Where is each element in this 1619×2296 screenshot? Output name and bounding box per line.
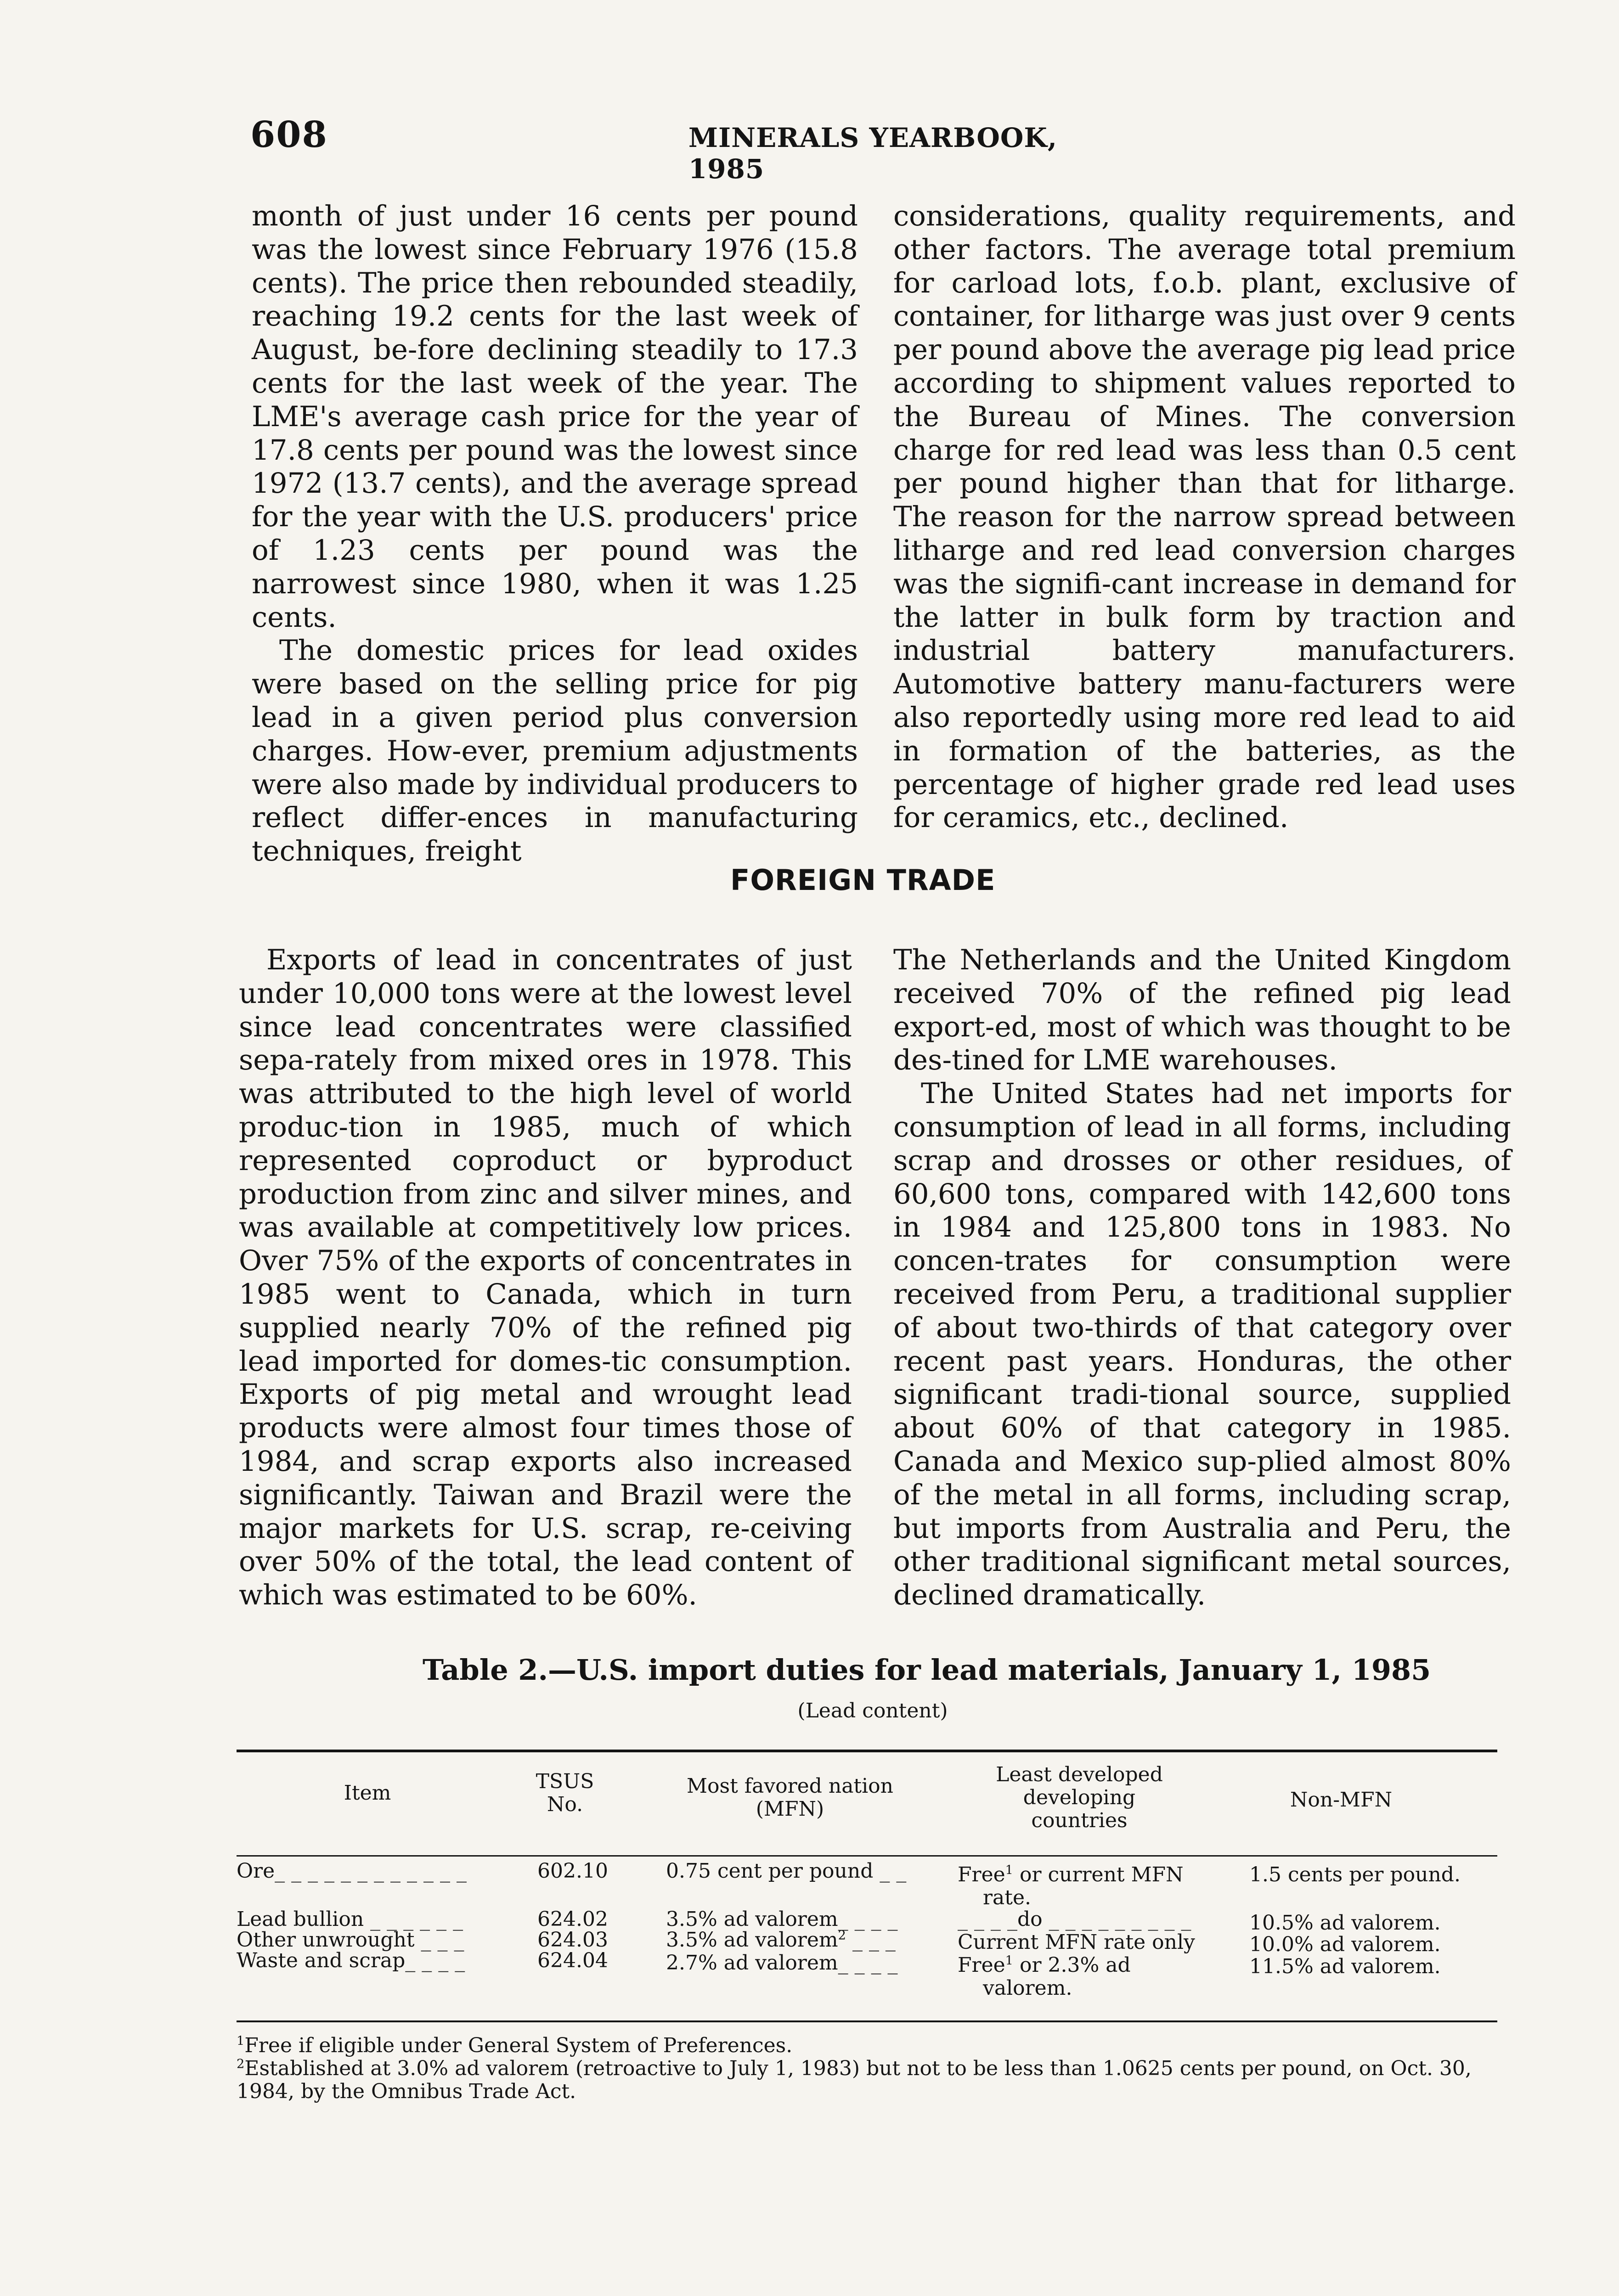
row-waste-scrap-nonmfn: 11.5% ad valorem. [1249, 1955, 1441, 1978]
header-mfn-line2: (MFN) [756, 1797, 824, 1821]
row-lead-bullion-tsus: 624.02 [537, 1908, 608, 1931]
table-footnotes [237, 2034, 1497, 2103]
header-mfn-line1: Most favored nation [686, 1774, 894, 1798]
header-tsus-line1: TSUS [536, 1770, 594, 1793]
header-non-mfn: Non-MFN [1290, 1788, 1393, 1812]
footnote-2 [237, 2057, 1497, 2080]
header-least-developed [960, 1763, 1199, 1832]
footnote-1-text: Free if eligible under General System of Preferences. [244, 2034, 793, 2057]
footnote-ref-1: 1 [1005, 1863, 1013, 1878]
row-ore-nonmfn: 1.5 cents per pound. [1249, 1863, 1461, 1886]
row-other-unwrought-mfn-rest: _ _ _ [846, 1928, 896, 1952]
row-other-unwrought-mfn-text: 3.5% ad valorem [666, 1928, 838, 1952]
footnote-2-text: Established at 3.0% ad valorem (retroactive to July 1, 1983) but not to be less than 1.0625 cents per pound, on Oct. 30, [244, 2057, 1472, 2080]
footnote-ref-2: 2 [838, 1928, 846, 1943]
paragraph-netherlands-uk: The Netherlands and the United Kingdom received 70% of the refined pig lead export-ed, most of which was thought to be des-tined for LME warehouses. [893, 944, 1511, 1077]
row-ore-ldc-free: Free [958, 1863, 1005, 1886]
column-top-left [252, 200, 858, 868]
table-header-rule [237, 1855, 1497, 1857]
column-middle-right [893, 944, 1511, 1612]
row-waste-scrap-tsus: 624.04 [537, 1949, 608, 1972]
row-other-unwrought-nonmfn: 10.0% ad valorem. [1249, 1933, 1441, 1956]
row-ore-ldc [958, 1863, 1184, 1886]
header-tsus-line2: No. [547, 1793, 583, 1816]
header-item: Item [344, 1781, 391, 1805]
footnote-2-mark: 2 [237, 2057, 245, 2071]
row-other-unwrought-item: Other unwrought _ _ _ [237, 1928, 464, 1952]
row-other-unwrought-ldc: Current MFN rate only [958, 1930, 1195, 1954]
row-other-unwrought-mfn [666, 1929, 896, 1952]
row-ore-ldc-rest: or current MFN [1013, 1863, 1184, 1886]
page-number: 608 [250, 114, 328, 156]
paragraph-exports: Exports of lead in concentrates of just under 10,000 tons were at the lowest level since lead concentrates were classified sepa-rately from mixed ores in 1978. This was attributed to the high level of world produc-tion in 1985, much of which represented coproduct or byproduct production from zinc and silver mines, and was available at competitively low prices. Over 75% of the exports of concentrates in 1985 went to Canada, which in turn supplied nearly 70% of the refined pig lead imported for domes-tic consumption. Exports of pig metal and wrought lead products were almost four times those of 1984, and scrap exports also increased significantly. Taiwan and Brazil were the major markets for U.S. scrap, re-ceiving over 50% of the total, the lead content of which was estimated to be 60%. [239, 944, 852, 1612]
row-waste-scrap-item: Waste and scrap_ _ _ _ [237, 1949, 465, 1972]
paragraph-net-imports: The United States had net imports for consumption of lead in all forms, including scrap and drosses or other residues, of 60,600 tons, compared with 142,600 tons in 1984 and 125,800 tons in 1983. No concen-trates for consumption were received from Peru, a traditional supplier of about two-thirds of that category over recent past years. Honduras, the other significant tradi-tional source, supplied about 60% of that category in 1985. Canada and Mexico sup-plied almost 80% of the metal in all forms, including scrap, but imports from Australia and Peru, the other traditional significant metal sources, declined dramatically. [893, 1077, 1511, 1612]
row-other-unwrought-tsus: 624.03 [537, 1928, 608, 1952]
row-lead-bullion-nonmfn: 10.5% ad valorem. [1249, 1911, 1441, 1935]
row-lead-bullion-ldc: _ _ _ _do _ _ _ _ _ _ _ _ _ [958, 1908, 1191, 1931]
footnote-1-mark: 1 [237, 2034, 245, 2048]
header-tsus [519, 1770, 611, 1816]
table-bottom-rule [237, 2020, 1497, 2022]
row-waste-scrap-ldc-cont: valorem. [983, 1976, 1072, 2000]
row-ore-item: Ore_ _ _ _ _ _ _ _ _ _ _ _ [237, 1859, 467, 1883]
row-waste-scrap-ldc-rest: or 2.3% ad [1013, 1953, 1131, 1977]
row-ore-tsus: 602.10 [537, 1859, 608, 1883]
row-lead-bullion-item: Lead bullion _ _ _ _ _ _ [237, 1908, 463, 1931]
row-waste-scrap-ldc-free: Free [958, 1953, 1005, 1977]
header-ldc-line2: developing [1023, 1786, 1136, 1809]
paragraph-lme-prices: month of just under 16 cents per pound was the lowest since February 1976 (15.8 cents). The price then rebounded steadily, reaching 19.2 cents for the last week of August, be-fore declining steadily to 17.3 cents for the last week of the year. The LME's average cash price for the year of 17.8 cents per pound was the lowest since 1972 (13.7 cents), and the average spread for the year with the U.S. producers' price of 1.23 cents per pound was the narrowest since 1980, when it was 1.25 cents. [252, 200, 858, 634]
row-waste-scrap-ldc [958, 1954, 1131, 1977]
paragraph-premium-considerations: considerations, quality requirements, and other factors. The average total premium for carload lots, f.o.b. plant, exclusive of container, for litharge was just over 9 cents per pound above the average pig lead price according to shipment values reported to the Bureau of Mines. The conversion charge for red lead was less than 0.5 cent per pound higher than that for litharge. The reason for the narrow spread between litharge and red lead conversion charges was the signifi-cant increase in demand for the latter in bulk form by traction and industrial battery manufacturers. Automotive battery manu-facturers were also reportedly using more red lead to aid in formation of the batteries, as the percentage of higher grade red lead uses for ceramics, etc., declined. [893, 200, 1516, 834]
section-heading-foreign-trade: FOREIGN TRADE [730, 863, 996, 897]
column-middle-left [239, 944, 852, 1612]
running-title: MINERALS YEARBOOK, 1985 [688, 122, 1058, 185]
header-ldc-line3: countries [1031, 1809, 1128, 1832]
page-header [250, 114, 1114, 185]
column-top-right [893, 200, 1516, 835]
paragraph-lead-oxides: The domestic prices for lead oxides were based on the selling price for pig lead in a given period plus conversion charges. How-ever, premium adjustments were also made by individual producers to reflect differ-ences in manufacturing techniques, freight [252, 634, 858, 868]
table-subtitle: (Lead content) [797, 1699, 948, 1722]
row-ore-mfn: 0.75 cent per pound _ _ [666, 1859, 907, 1883]
footnote-ref-1b: 1 [1005, 1953, 1013, 1968]
row-waste-scrap-mfn: 2.7% ad valorem_ _ _ _ [666, 1951, 898, 1975]
row-lead-bullion-mfn: 3.5% ad valorem_ _ _ _ [666, 1908, 898, 1931]
footnote-1 [237, 2034, 1497, 2057]
header-mfn [652, 1775, 928, 1821]
table-title: Table 2.—U.S. import duties for lead materials, January 1, 1985 [423, 1653, 1431, 1687]
header-ldc-line1: Least developed [996, 1763, 1163, 1786]
table-top-rule [237, 1750, 1497, 1752]
row-ore-ldc-cont: rate. [983, 1886, 1031, 1909]
footnote-2-continued: 1984, by the Omnibus Trade Act. [237, 2080, 576, 2103]
